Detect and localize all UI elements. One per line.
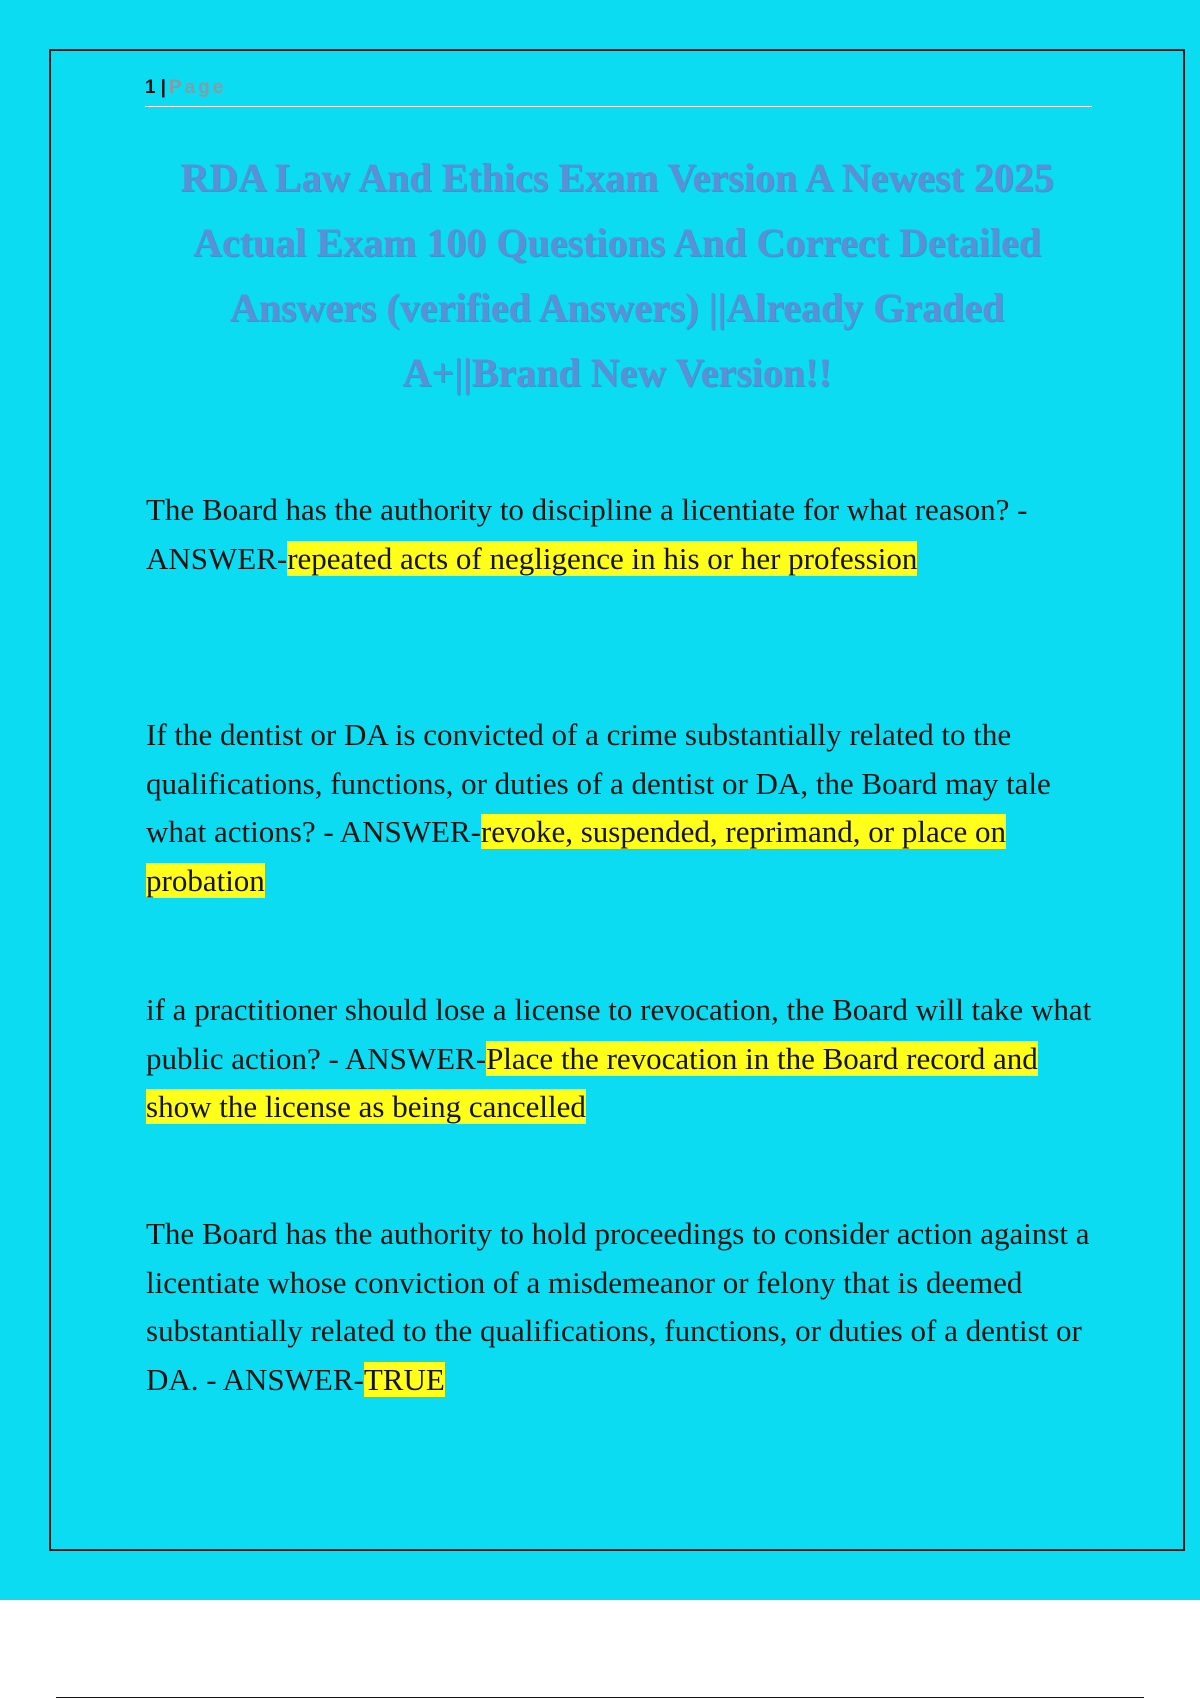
page-header (145, 76, 1092, 107)
answer-highlight: TRUE (363, 1361, 445, 1397)
question-text: The Board has the authority to discipline a licentiate for what reason? - ANSWER- (146, 492, 1028, 576)
document-title: RDA Law And Ethics Exam Version A Newest 2025 Actual Exam 100 Questions And Correct Detailed Answers (verified Answers) ||Already Graded A+||Brand New Version!! (180, 155, 1054, 395)
question-text: if a practitioner should lose a license to revocation, the Board will take what public action? - ANSWER- (146, 992, 1092, 1076)
page-number: 1 (145, 77, 157, 98)
page-separator: | (160, 77, 167, 98)
page-label: Page (168, 77, 227, 98)
question-text: If the dentist or DA is convicted of a crime substantially related to the qualifications, functions, or duties of a dentist or DA, the Board may tale what actions? - ANSWER- (146, 717, 1051, 849)
question-text: The Board has the authority to hold proceedings to consider action against a licentiate whose conviction of a misdemeanor or felony that is deemed substantially related to the qualifications, functions, or duties of a dentist or DA. - ANSWER- (146, 1216, 1090, 1397)
answer-highlight: repeated acts of negligence in his or her profession (287, 540, 918, 576)
qa-item (146, 711, 1096, 905)
qa-item (146, 486, 1096, 583)
qa-item (146, 986, 1096, 1132)
answer-highlight: Place the revocation in the Board record and show the license as being cancelled (146, 1040, 1038, 1124)
footer-rule (56, 1697, 1144, 1698)
qa-item (146, 1210, 1096, 1404)
answer-highlight: revoke, suspended, reprimand, or place on probation (146, 814, 1006, 898)
